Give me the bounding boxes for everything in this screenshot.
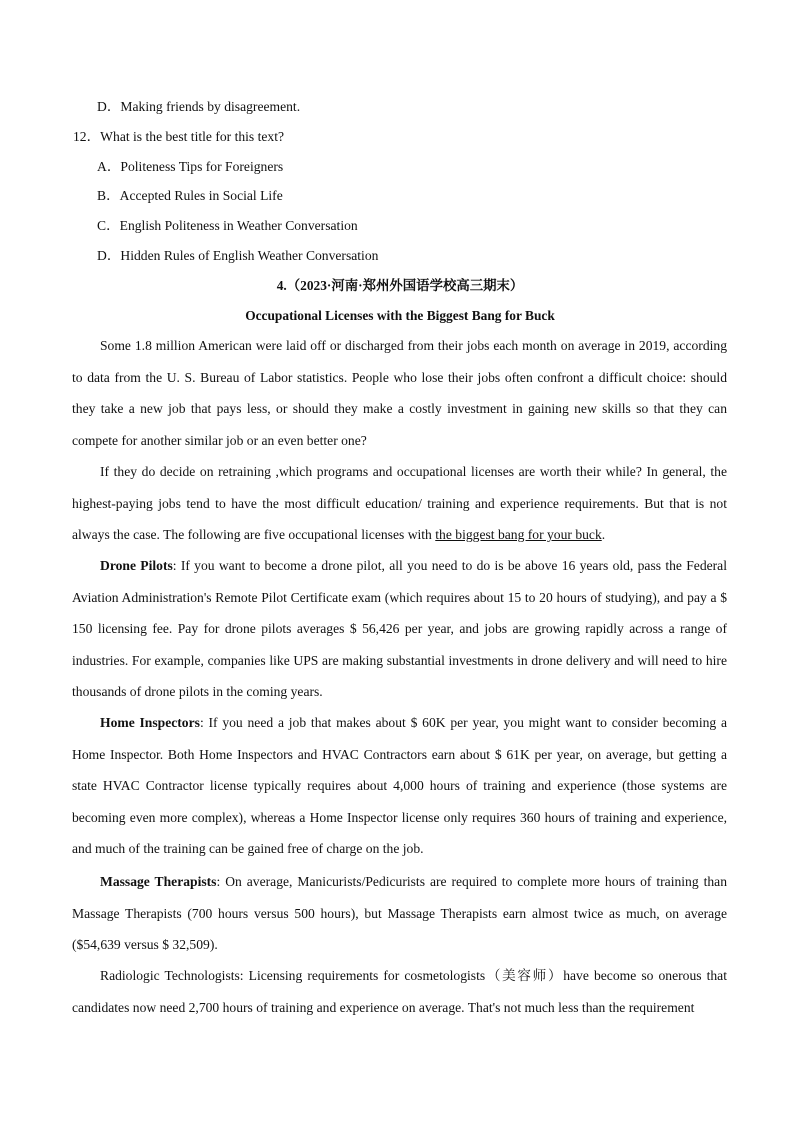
q12-option-a: A．Politeness Tips for Foreigners: [97, 159, 284, 174]
paragraph-drone-pilots: [72, 550, 727, 708]
heading-home-inspectors: Home Inspectors: [100, 715, 200, 730]
q12-option-d: D．Hidden Rules of English Weather Conversation: [97, 248, 379, 263]
q12-option-c: C．English Politeness in Weather Conversation: [97, 218, 358, 233]
passage-source: 4.（2023·河南·郑州外国语学校高三期末）: [276, 278, 524, 293]
passage-title: Occupational Licenses with the Biggest Bang for Buck: [245, 308, 555, 323]
paragraph-1: Some 1.8 million American were laid off or discharged from their jobs each month on average in 2019, according to data from the U. S. Bureau of Labor statistics. People who lose their jobs often confront a difficult choice: should they take a new job that pays less, or should they make a costly investment in gaining new skills so that they can compete for another similar job or an even better one?: [72, 338, 727, 448]
paragraph-2-text: If they do decide on retraining ,which programs and occupational licenses are worth their while? In general, the highest-paying jobs tend to have the most difficult education/ training and experience requirements. But that is not always the case. The following are five occupational licenses with: [72, 464, 727, 542]
heading-massage-therapists: Massage Therapists: [100, 874, 217, 889]
q12-stem: 12．What is the best title for this text?: [73, 129, 285, 144]
paragraph-home-inspectors: [72, 707, 727, 865]
massage-therapists-text: : On average, Manicurists/Pedicurists are required to complete more hours of training than Massage Therapists (700 hours versus 500 hours), but Massage Therapists earn almost twice as much, on average ($54,639 versus $ 32,509).: [72, 874, 727, 952]
paragraph-massage-therapists: [72, 866, 727, 961]
paragraph-2: [72, 456, 727, 551]
q11-option-d: D．Making friends by disagreement.: [97, 99, 301, 114]
q12-option-b: B．Accepted Rules in Social Life: [97, 188, 283, 203]
home-inspectors-text: : If you need a job that makes about $ 60K per year, you might want to consider becoming a Home Inspector. Both Home Inspectors and HVAC Contractors earn about $ 61K per year, on average, but getting a state HVAC Contractor license typically requires about 4,000 hours of training and experience (those systems are becoming even more complex), whereas a Home Inspector license only requires 360 hours of training and experience, and much of the training can be gained free of charge on the job.: [72, 715, 728, 856]
paragraph-radiologic-technologists: Radiologic Technologists: Licensing requirements for cosmetologists（美容师）have become so onerous that candidates now need 2,700 hours of training and experience on average. That's not much less than the requirement: [72, 968, 727, 1015]
heading-drone-pilots: Drone Pilots: [100, 558, 173, 573]
paragraph-2-end: .: [601, 527, 606, 542]
drone-pilots-text: : If you want to become a drone pilot, all you need to do is be above 16 years old, pass the Federal Aviation Administration's Remote Pilot Certificate exam (which requires about 15 to 20 hours of studying), and pay a $ 150 licensing fee. Pay for drone pilots averages $ 56,426 per year, and jobs are growing rapidly across a range of industries. For example, companies like UPS are making substantial investments in drone delivery and will need to hire thousands of drone pilots in the coming years.: [72, 558, 727, 699]
underlined-phrase: the biggest bang for your buck: [435, 527, 602, 542]
